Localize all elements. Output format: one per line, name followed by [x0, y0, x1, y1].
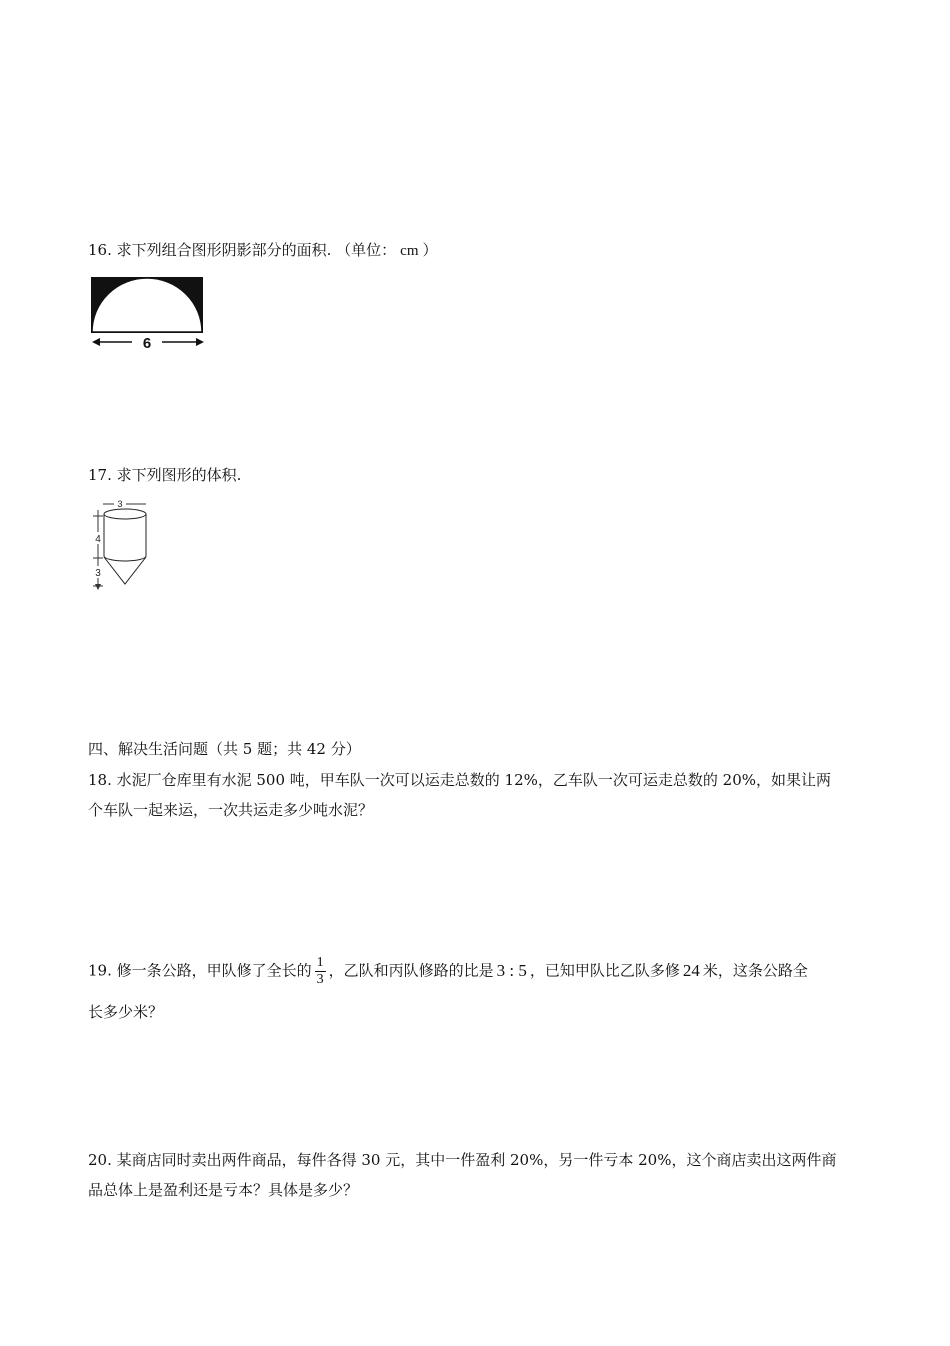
q17-label-bottom: 3: [95, 568, 101, 579]
q20-line2: [88, 1180, 358, 1200]
q17-cylinder-bottom-arc: [104, 556, 146, 561]
q19-ratio: 3 : 5: [496, 960, 527, 980]
q19-part1: 19. 修一条公路，甲队修了全长的: [88, 961, 312, 980]
q20-line1: [88, 1150, 836, 1170]
q18-line2-text: 个车队一起来运，一次共运走多少吨水泥？: [88, 801, 374, 819]
section4-title-text: 四、解决生活问题（共 5 题；共 42 分）: [88, 740, 361, 758]
q17-text: 17. 求下列图形的体积.: [88, 466, 242, 484]
q19-part2: ，乙队和丙队修路的比是: [328, 961, 494, 980]
q16-text: 16. 求下列组合图形阴影部分的面积. （单位：: [88, 241, 397, 259]
q19-line2-text: 长多少米？: [88, 1003, 164, 1021]
q18-line1: [88, 770, 831, 790]
q16-arrow-left-icon: [92, 338, 100, 346]
q19-meters: 24: [682, 960, 700, 980]
q19-line1: [88, 955, 808, 988]
q17-cylinder-top: [104, 509, 146, 519]
q17-label-mid: 4: [95, 534, 101, 545]
q19-part3: ，已知甲队比乙队多修: [529, 961, 680, 980]
q16-unit: cm: [400, 243, 419, 259]
q16-close: ）: [422, 241, 438, 259]
q19-part4: 米，这条公路全: [702, 961, 808, 980]
q18-line1-text: 18. 水泥厂仓库里有水泥 500 吨，甲车队一次可以运走总数的 12%，乙车队一次可运走总数的 20%，如果让两: [88, 771, 832, 789]
q17-arrow-icon: [95, 584, 101, 590]
q18-line2: [88, 800, 373, 820]
q20-line2-text: 品总体上是盈利还是亏本？具体是多少？: [88, 1181, 359, 1199]
q17-label-top: 3: [117, 499, 123, 509]
q17-figure: [88, 496, 152, 592]
q19-line2: [88, 1002, 163, 1022]
q19-fraction-numerator: 1: [316, 955, 324, 970]
q16-figure: [88, 274, 208, 352]
q16-prompt: [88, 240, 438, 261]
q17-prompt: [88, 465, 241, 485]
q19-fraction-denominator: 3: [316, 972, 324, 987]
q16-figure-label: 6: [142, 335, 152, 352]
q16-arrow-right-icon: [196, 338, 204, 346]
section4-title: [88, 739, 361, 759]
q19-fraction: [315, 955, 326, 988]
q20-line1-text: 20. 某商店同时卖出两件商品，每件各得 30 元，其中一件盈利 20%，另一件亏本 20%，这个商店卖出这两件商: [88, 1151, 837, 1169]
